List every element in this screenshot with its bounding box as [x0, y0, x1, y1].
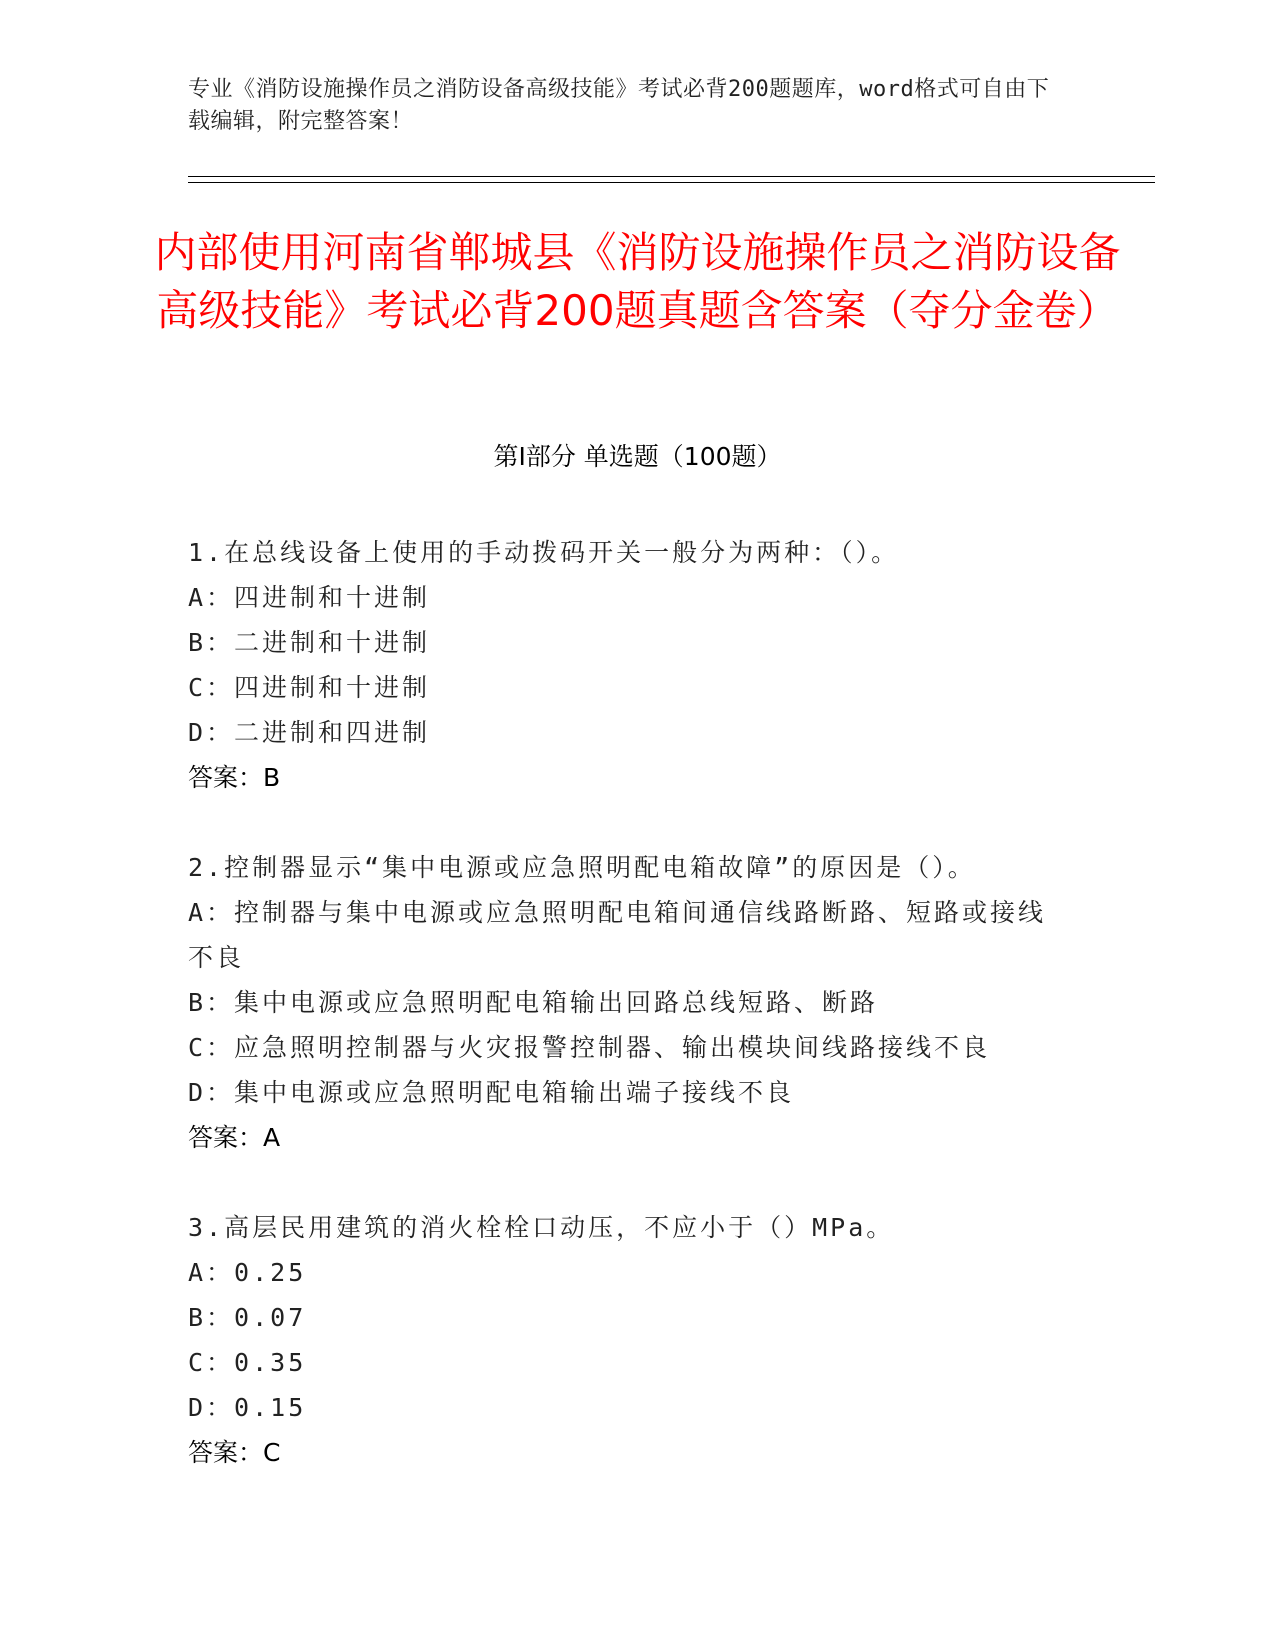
option-a: A：四进制和十进制: [188, 583, 431, 612]
question-stem: 2.控制器显示“集中电源或应急照明配电箱故障”的原因是（）。: [188, 853, 976, 882]
option-b: B：二进制和十进制: [188, 628, 431, 657]
document-title: 内部使用河南省郸城县《消防设施操作员之消防设备高级技能》考试必背200题真题含答案（夺分金卷）: [154, 228, 1121, 335]
question-list: [188, 530, 1088, 1520]
question-2: [188, 845, 1088, 1160]
question-1: [188, 530, 1088, 800]
answer: 答案：C: [188, 1438, 281, 1467]
option-c: C：0.35: [188, 1348, 307, 1377]
option-c: C：应急照明控制器与火灾报警控制器、输出模块间线路接线不良: [188, 1033, 991, 1062]
answer: 答案：B: [188, 763, 281, 792]
section-title: 第I部分 单选题（100题）: [493, 442, 782, 471]
option-a: A：0.25: [188, 1258, 307, 1287]
option-c: C：四进制和十进制: [188, 673, 431, 702]
answer: 答案：A: [188, 1123, 281, 1152]
option-b: B：集中电源或应急照明配电箱输出回路总线短路、断路: [188, 988, 879, 1017]
question-stem: 3.高层民用建筑的消火栓栓口动压，不应小于（）MPa。: [188, 1213, 895, 1242]
option-d: D：0.15: [188, 1393, 307, 1422]
option-a: A：控制器与集中电源或应急照明配电箱间通信线路断路、短路或接线不良: [188, 898, 1047, 972]
header-note: 专业《消防设施操作员之消防设备高级技能》考试必背200题题库，word格式可自由下载编辑，附完整答案！: [188, 77, 1050, 134]
divider-line: [188, 182, 1155, 183]
question-stem: 1.在总线设备上使用的手动拨码开关一般分为两种：（）。: [188, 538, 900, 567]
divider-line: [188, 176, 1155, 177]
option-d: D：二进制和四进制: [188, 718, 431, 747]
option-d: D：集中电源或应急照明配电箱输出端子接线不良: [188, 1078, 795, 1107]
option-b: B：0.07: [188, 1303, 307, 1332]
question-3: [188, 1205, 1088, 1475]
